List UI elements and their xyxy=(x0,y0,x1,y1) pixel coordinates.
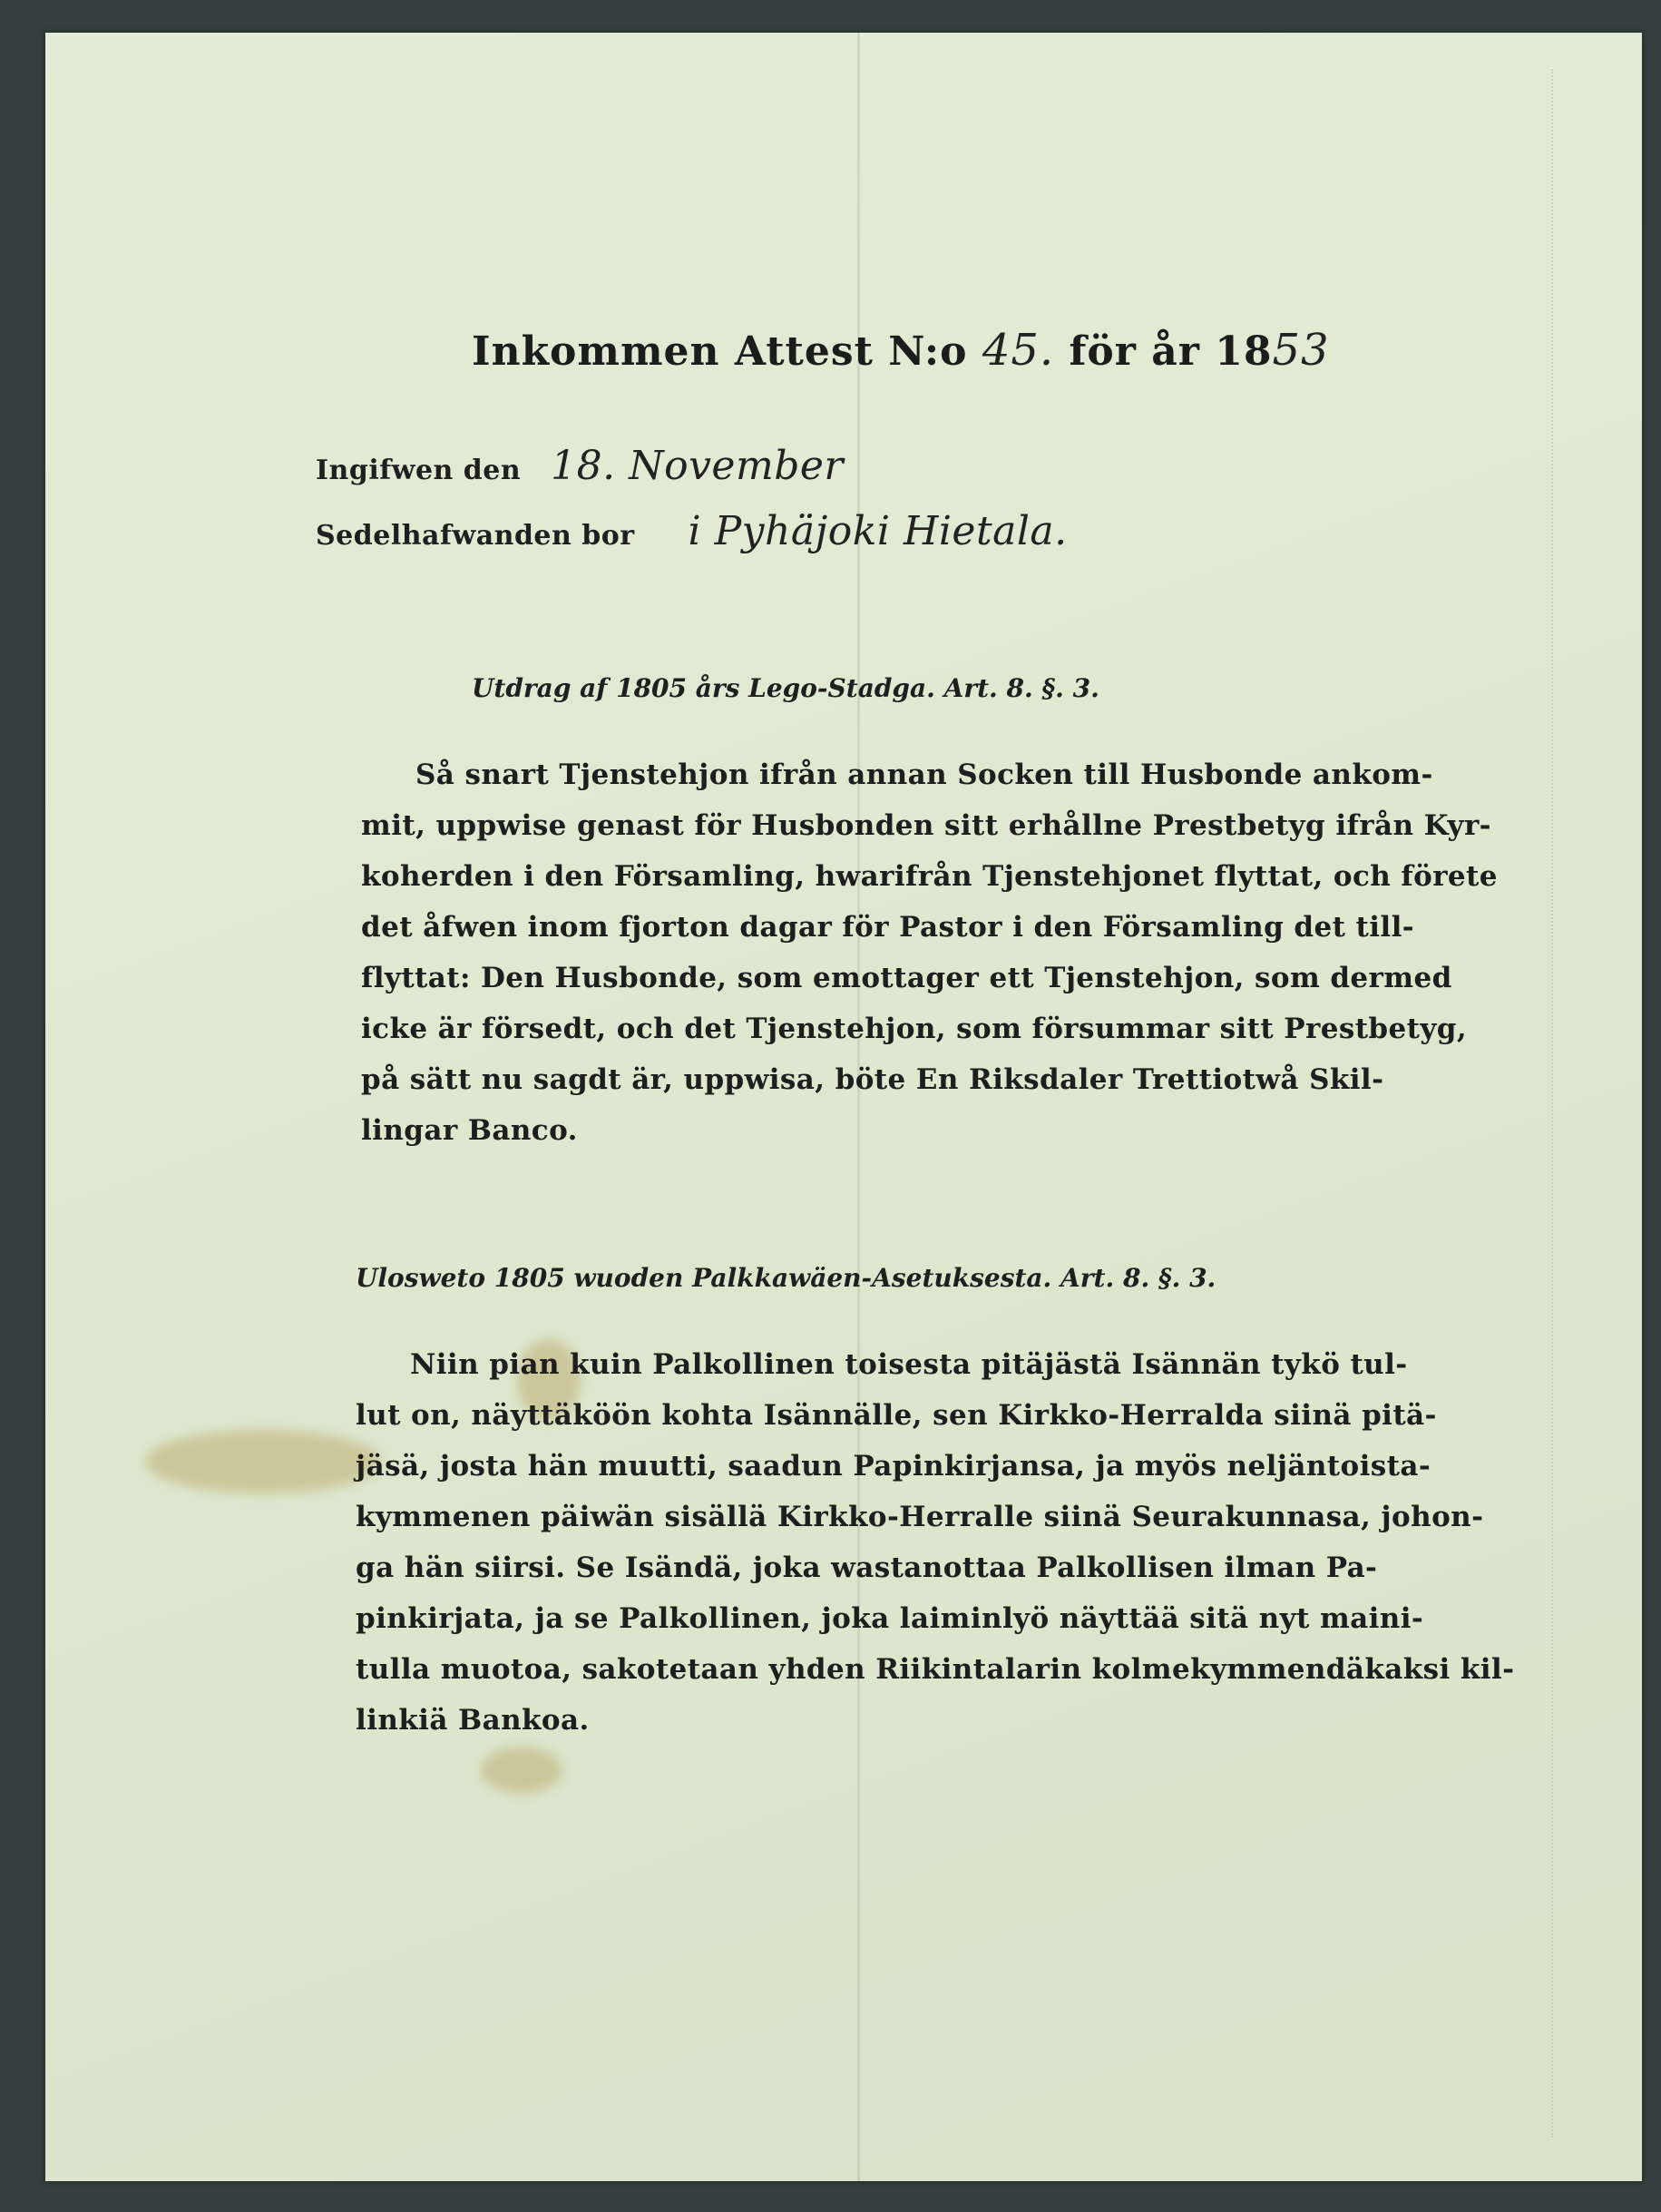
finnish-line: kymmenen päiwän sisällä Kirkko-Herralle siinä Seurakunnasa, johon- xyxy=(356,1501,1484,1533)
swedish-line: på sätt nu sagdt är, uppwisa, böte En Riksdaler Trettiotwå Skil- xyxy=(361,1063,1384,1096)
finnish-line: ga hän siirsi. Se Isändä, joka wastanottaa Palkollisen ilman Pa- xyxy=(356,1551,1378,1584)
swedish-line: mit, uppwise genast för Husbonden sitt erhållne Prestbetyg ifrån Kyr- xyxy=(361,809,1491,842)
document-sheet xyxy=(45,33,1642,2181)
swedish-line: lingar Banco. xyxy=(361,1114,578,1147)
certificate-number: 45. xyxy=(982,325,1055,376)
swedish-line: koherden i den Församling, hwarifrån Tjenstehjonet flyttat, och förete xyxy=(361,860,1498,893)
submitted-date: 18. November xyxy=(551,443,844,489)
finnish-line: lut on, näyttäköön kohta Isännälle, sen Kirkko-Herralda siinä pitä- xyxy=(356,1399,1437,1432)
stain-mark xyxy=(481,1747,562,1793)
certificate-title xyxy=(472,325,1470,376)
swedish-line: Så snart Tjenstehjon ifrån annan Socken till Husbonde ankom- xyxy=(415,759,1433,791)
finnish-line: tulla muotoa, sakotetaan yhden Riikintalarin kolmekymmendäkaksi kil- xyxy=(356,1653,1515,1686)
finnish-line: linkiä Bankoa. xyxy=(356,1704,590,1737)
finnish-paragraph xyxy=(356,1339,1515,1746)
bleed-through-border xyxy=(1551,69,1617,2138)
swedish-line: det åfwen inom fjorton dagar för Pastor i den Församling det till- xyxy=(361,911,1415,944)
submitted-line xyxy=(316,443,844,489)
swedish-line: icke är försedt, och det Tjenstehjon, som försummar sitt Prestbetyg, xyxy=(361,1013,1468,1045)
certificate-year: 53 xyxy=(1272,325,1330,376)
year-printed: för år 18 xyxy=(1069,328,1273,375)
swedish-line: flyttat: Den Husbonde, som emottager ett Tjenstehjon, som dermed xyxy=(361,962,1452,994)
residence-line xyxy=(316,508,1068,554)
stain-mark xyxy=(145,1430,381,1493)
finnish-line: Niin pian kuin Palkollinen toisesta pitäjästä Isännän tykö tul- xyxy=(410,1348,1408,1381)
residence-value: i Pyhäjoki Hietala. xyxy=(688,508,1068,554)
finnish-heading: Ulosweto 1805 wuoden Palkkawäen-Asetuksesta. Art. 8. §. 3. xyxy=(356,1263,1216,1293)
submitted-label: Ingifwen den xyxy=(316,455,522,486)
finnish-line: jäsä, josta hän muutti, saadun Papinkirjansa, ja myös neljäntoista- xyxy=(356,1450,1431,1483)
finnish-line: pinkirjata, ja se Palkollinen, joka laiminlyö näyttää sitä nyt maini- xyxy=(356,1602,1424,1635)
swedish-paragraph xyxy=(361,749,1498,1156)
swedish-heading: Utdrag af 1805 års Lego-Stadga. Art. 8. §. 3. xyxy=(472,673,1099,703)
residence-label: Sedelhafwanden bor xyxy=(316,520,635,552)
title-printed: Inkommen Attest N:o xyxy=(472,328,968,375)
